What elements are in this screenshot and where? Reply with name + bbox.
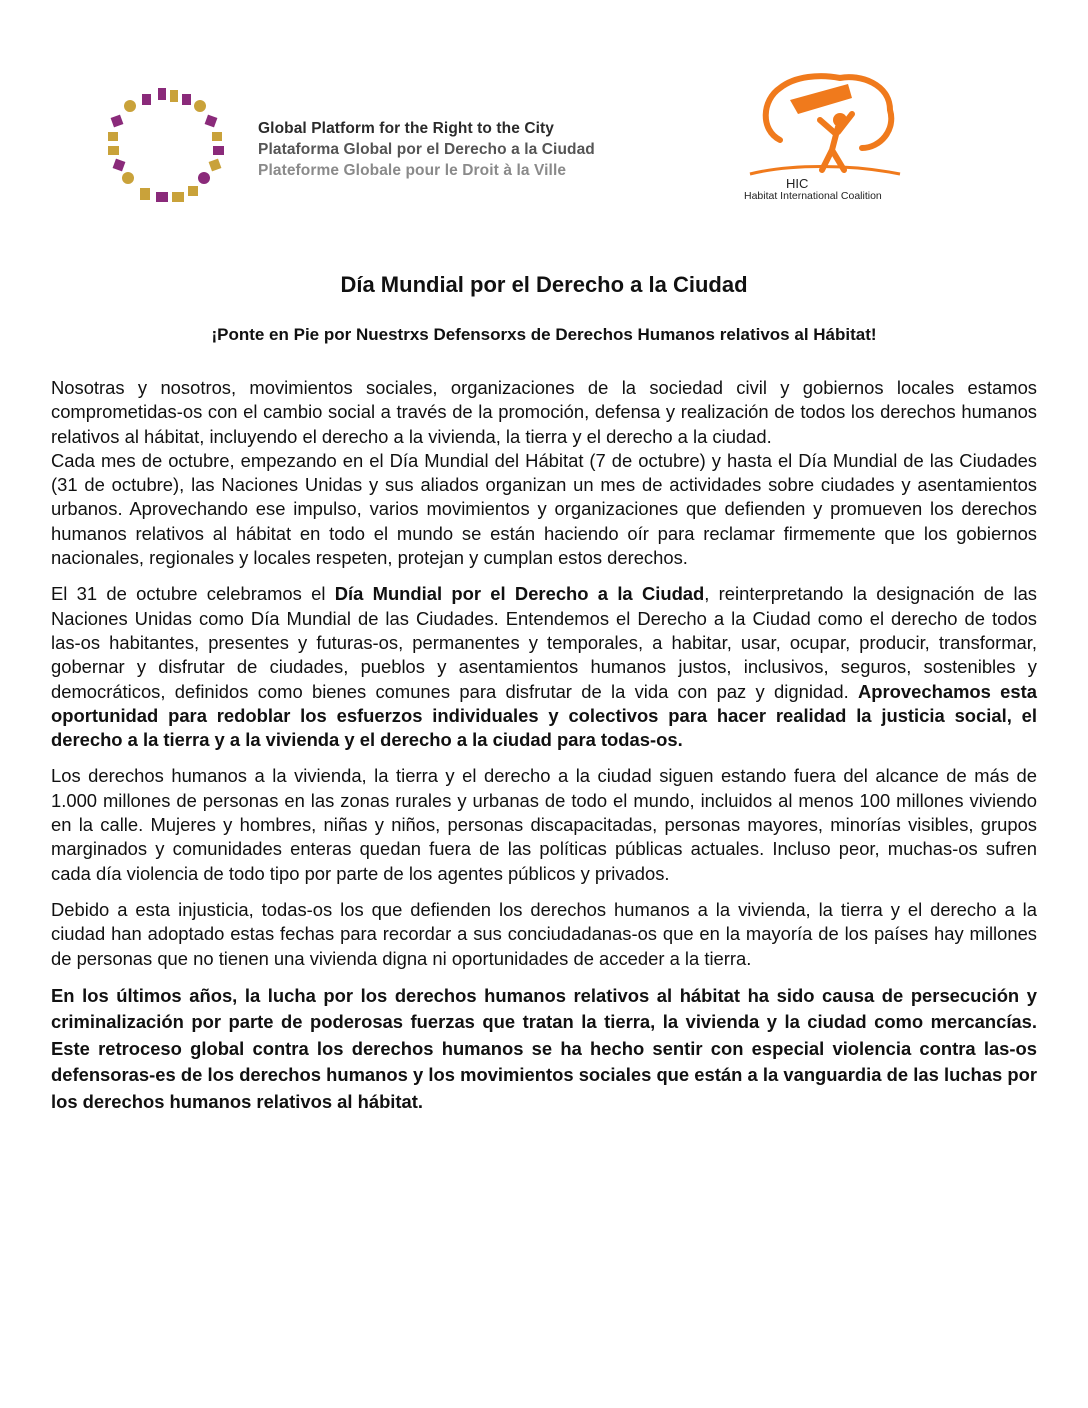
global-platform-logo [100, 86, 236, 212]
document-body [51, 376, 1037, 1127]
paragraph-3-body: , reinterpretando la designación de las Naciones Unidas como Día Mundial de las Ciudades. Entendemos el Derecho a la Ciudad como el derecho de todos las-os habitantes, presentes y futuras-os, permanentes y temporales, a habitar, usar, ocupar, producir, transformar, gobernar y disfrutar de ciudades, pueblos y asentamientos humanos justos, inclusivos, seguros, sostenibles y democráticos, definidos como bienes comunes para disfrutar de la vida con paz y dignidad. [51, 583, 1038, 702]
hic-full-name: Habitat International Coalition [744, 190, 882, 202]
hic-logo [740, 70, 912, 200]
platform-names [258, 118, 595, 181]
document-subtitle: ¡Ponte en Pie por Nuestrxs Defensorxs de Derechos Humanos relativos al Hábitat! [211, 325, 877, 344]
paragraph-3-bold-closing: Aprovechamos esta oportunidad para redoblar los esfuerzos individuales y colectivos para hacer realidad la justicia social, el derecho a la tierra y a la vivienda y el derecho a la ciudad para todas-os. [51, 680, 1037, 751]
paragraph-5: Debido a esta injusticia, todas-os los que defienden los derechos humanos a la vivienda, la tierra y el derecho a la ciudad han adoptado estas fechas para recordar a sus conciudadanas-os que en la mayoría de los países hay millones de personas que no tienen una vivienda digna ni oportunidades de acceder a la tierra. [51, 898, 1037, 969]
paragraph-3 [51, 582, 1037, 752]
document-title: Día Mundial por el Derecho a la Ciudad [340, 272, 748, 297]
paragraph-3-intro: El 31 de octubre celebramos el [51, 583, 335, 605]
platform-name-en: Global Platform for the Right to the City [258, 120, 555, 137]
platform-name-fr: Plateforme Globale pour le Droit à la Ville [258, 162, 567, 179]
paragraph-1: Nosotras y nosotros, movimientos sociales, organizaciones de la sociedad civil y gobiernos locales estamos comprometidas-os con el cambio social a través de la promoción, defensa y realización de todos los derechos humanos relativos al hábitat, incluyendo el derecho a la vivienda, la tierra y el derecho a la ciudad. [51, 377, 1037, 447]
paragraph-2: Cada mes de octubre, empezando en el Día Mundial del Hábitat (7 de octubre) y hasta el Día Mundial de las Ciudades (31 de octubre), las Naciones Unidas y sus aliados organizan un mes de actividades sobre ciudades y asentamientos urbanos. Aprovechando ese impulso, varios movimientos y organizaciones que defienden y promueven los derechos humanos relativos al hábitat en todo el mundo se están haciendo oír para reclamar firmemente que los gobiernos nacionales, regionales y locales respeten, protejan y cumplan estos derechos. [51, 449, 1037, 569]
hic-abbreviation: HIC [786, 176, 809, 191]
paragraph-4: Los derechos humanos a la vivienda, la tierra y el derecho a la ciudad siguen estando fuera del alcance de más de 1.000 millones de personas en las zonas rurales y urbanas de todo el mundo, incluidos al menos 100 millones viviendo en la calle. Mujeres y hombres, niñas y niños, personas discapacitadas, personas mayores, minorías visibles, grupos marginados y comunidades enteras quedan fuera de las políticas públicas actuales. Incluso peor, muchas-os sufren cada día violencia de todo tipo por parte de los agentes públicos y privados. [51, 765, 1037, 884]
platform-name-es: Plataforma Global por el Derecho a la Ciudad [258, 141, 595, 158]
paragraph-6: En los últimos años, la lucha por los derechos humanos relativos al hábitat ha sido causa de persecución y criminalización por parte de poderosas fuerzas que tratan la tierra, la vivienda y la ciudad como mercancías. Este retroceso global contra los derechos humanos se ha hecho sentir con especial violencia contra las-os defensoras-es de los derechos humanos y los movimientos sociales que están a la vanguardia de las luchas por los derechos humanos relativos al hábitat. [51, 984, 1037, 1112]
paragraph-3-bold-title: Día Mundial por el Derecho a la Ciudad [334, 583, 705, 605]
